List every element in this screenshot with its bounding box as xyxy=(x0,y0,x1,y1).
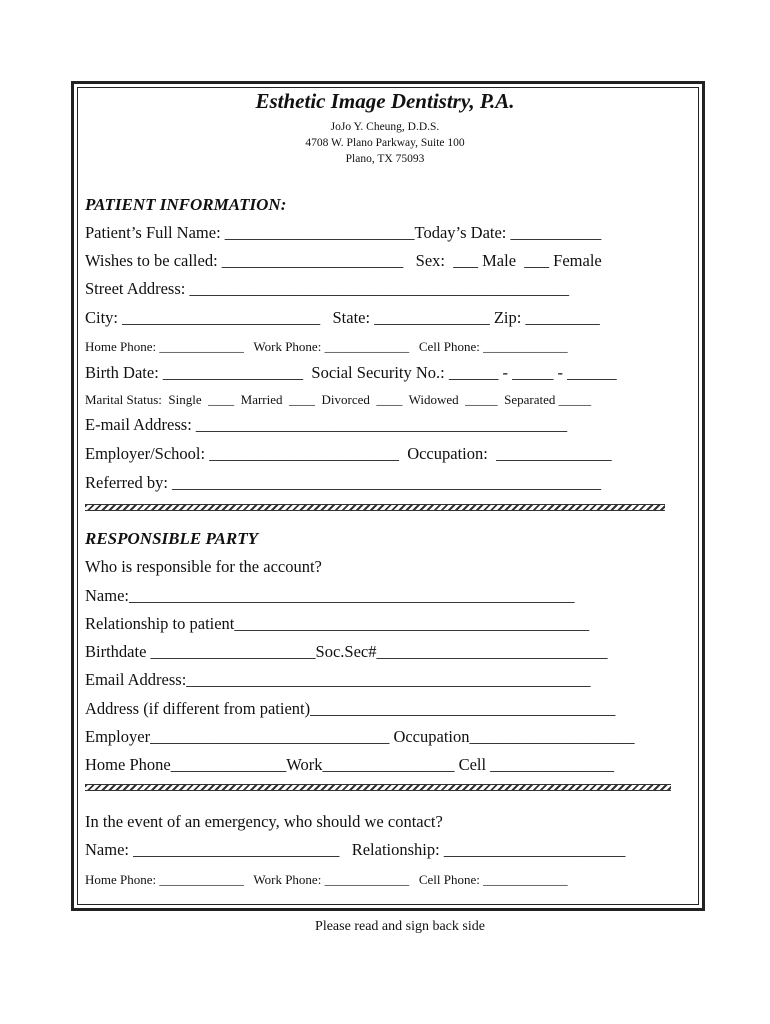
emergency-question: In the event of an emergency, who should we contact? xyxy=(85,812,443,831)
responsible-phones-line[interactable]: Home Phone______________Work________________ Cell _______________ xyxy=(85,755,614,774)
address-city: Plano, TX 75093 xyxy=(345,153,425,165)
emergency-phones-line[interactable]: Home Phone: _____________ Work Phone: _____________ Cell Phone: _____________ xyxy=(85,872,568,887)
responsible-email-line[interactable]: Email Address:_________________________________________________ xyxy=(85,670,591,689)
section-divider xyxy=(85,784,671,791)
patient-info-heading: PATIENT INFORMATION: xyxy=(85,195,287,214)
relationship-line[interactable]: Relationship to patient___________________________________________ xyxy=(85,614,590,633)
doctor-name: JoJo Y. Cheung, D.D.S. xyxy=(330,121,440,133)
address-street: 4708 W. Plano Parkway, Suite 100 xyxy=(305,137,465,149)
referred-by-line[interactable]: Referred by: ____________________________________________________ xyxy=(85,473,602,492)
practice-name: Esthetic Image Dentistry, P.A. xyxy=(255,89,515,113)
responsible-address-line[interactable]: Address (if different from patient)_____________________________________ xyxy=(85,699,616,718)
section-divider xyxy=(85,504,665,511)
responsible-party-heading: RESPONSIBLE PARTY xyxy=(85,529,259,548)
full-name-line[interactable]: Patient’s Full Name: _______________________Today’s Date: ___________ xyxy=(85,223,602,242)
employer-line[interactable]: Employer/School: _______________________ Occupation: ______________ xyxy=(85,444,612,463)
city-state-zip-line[interactable]: City: ________________________ State: ______________ Zip: _________ xyxy=(85,308,600,327)
responsible-question: Who is responsible for the account? xyxy=(85,557,322,576)
emergency-name-line[interactable]: Name: _________________________ Relationship: ______________________ xyxy=(85,840,626,859)
marital-status-line[interactable]: Marital Status: Single ____ Married ____ Divorced ____ Widowed _____ Separated _____ xyxy=(85,392,592,407)
street-address-line[interactable]: Street Address: ______________________________________________ xyxy=(85,279,569,298)
responsible-employer-line[interactable]: Employer_____________________________ Occupation____________________ xyxy=(85,727,635,746)
birthdate-ssn-line[interactable]: Birthdate ____________________Soc.Sec#____________________________ xyxy=(85,642,608,661)
phone-numbers-line[interactable]: Home Phone: _____________ Work Phone: _____________ Cell Phone: _____________ xyxy=(85,339,568,354)
footer-note: Please read and sign back side xyxy=(315,919,485,934)
preferred-name-line[interactable]: Wishes to be called: ______________________ Sex: ___ Male ___ Female xyxy=(85,251,602,270)
responsible-name-line[interactable]: Name:______________________________________________________ xyxy=(85,586,575,605)
email-line[interactable]: E-mail Address: _____________________________________________ xyxy=(85,415,568,434)
birth-ssn-line[interactable]: Birth Date: _________________ Social Security No.: ______ - _____ - ______ xyxy=(85,363,617,382)
